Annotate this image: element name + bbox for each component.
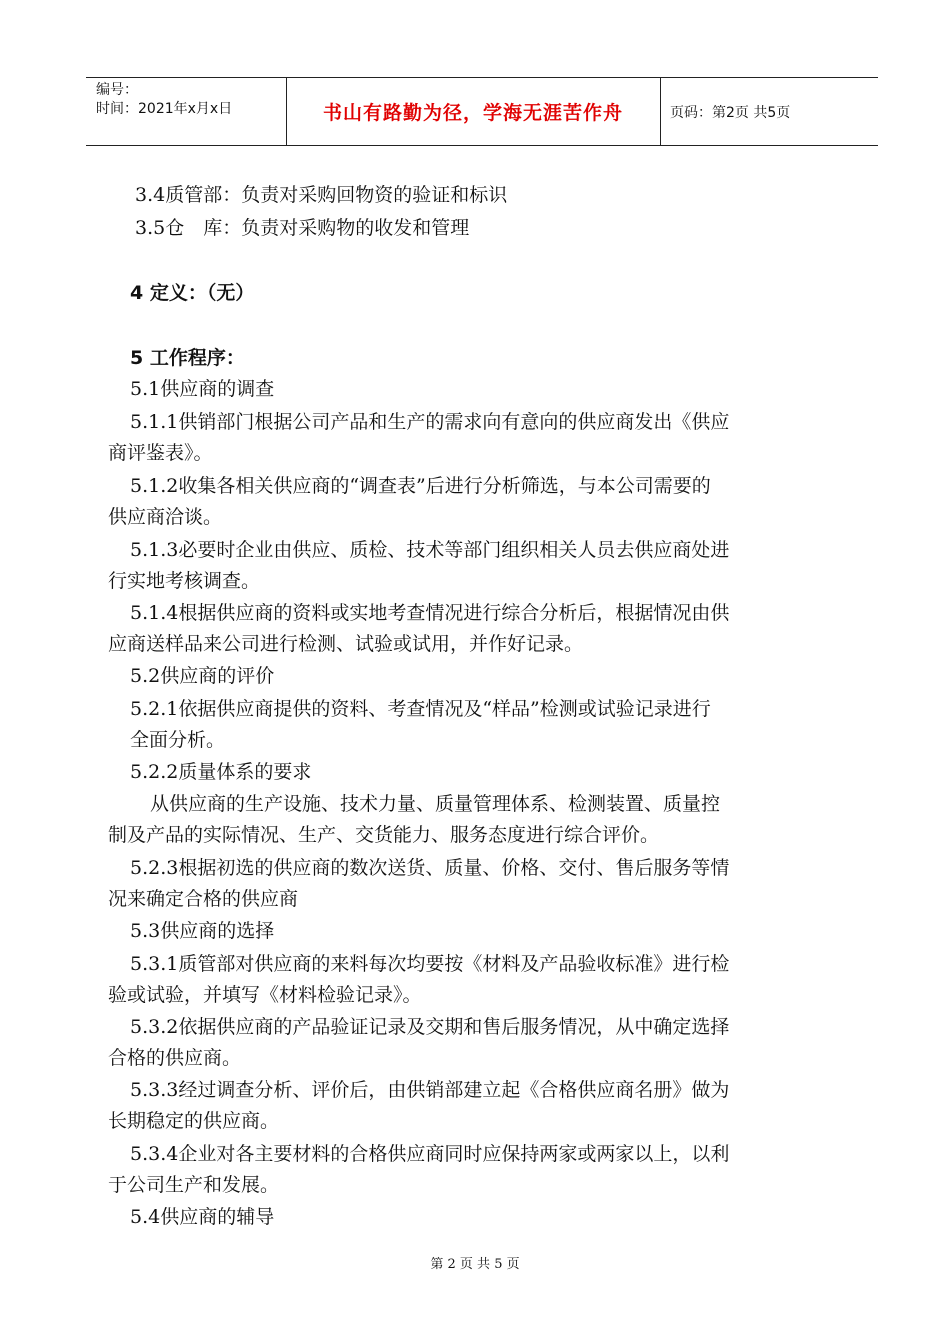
- page-footer: 第 2 页 共 5 页: [430, 1257, 520, 1272]
- text-line: 5.3.3经过调查分析、评价后，由供销部建立起《合格供应商名册》做为: [130, 1079, 730, 1101]
- text-line: 5.3.1质管部对供应商的来料每次均要按《材料及产品验收标准》进行检: [130, 953, 730, 975]
- header-page-number: 页码：第2页 共5页: [670, 105, 791, 121]
- text-line: 5.4供应商的辅导: [130, 1206, 275, 1228]
- text-line: 5.1供应商的调查: [130, 378, 275, 400]
- text-line: 验或试验，并填写《材料检验记录》。: [108, 984, 422, 1006]
- text-line: 5.1.3必要时企业由供应、质检、技术等部门组织相关人员去供应商处进: [130, 539, 730, 561]
- text-line: 应商送样品来公司进行检测、试验或试用，并作好记录。: [108, 633, 584, 655]
- header-divider: [660, 78, 661, 145]
- page-header: [86, 77, 878, 146]
- text-line: 5.3供应商的选择: [130, 920, 275, 942]
- text-line: 5.3.2依据供应商的产品验证记录及交期和售后服务情况，从中确定选择: [130, 1016, 730, 1038]
- text-line: 5.2.2质量体系的要求: [130, 761, 312, 783]
- text-line: 供应商洽谈。: [108, 506, 223, 528]
- text-line: 5.2.1依据供应商提供的资料、考查情况及“样品”检测或试验记录进行: [130, 698, 711, 720]
- text-line: 5.2供应商的评价: [130, 665, 275, 687]
- text-line: 3.5仓 库：负责对采购物的收发和管理: [135, 217, 470, 239]
- text-line: 况来确定合格的供应商: [108, 888, 299, 910]
- text-line: 5.3.4企业对各主要材料的合格供应商同时应保持两家或两家以上，以利: [130, 1143, 730, 1165]
- text-line: 全面分析。: [130, 729, 226, 751]
- section-heading: 5 工作程序：: [130, 347, 245, 369]
- text-line: 行实地考核调查。: [108, 570, 261, 592]
- header-number: 编号：: [96, 82, 138, 98]
- text-line: 制及产品的实际情况、生产、交货能力、服务态度进行综合评价。: [108, 824, 660, 846]
- header-motto: 书山有路勤为径，学海无涯苦作舟: [322, 102, 623, 124]
- text-line: 长期稳定的供应商。: [108, 1110, 280, 1132]
- text-line: 5.1.2收集各相关供应商的“调查表”后进行分析筛选，与本公司需要的: [130, 475, 711, 497]
- text-line: 从供应商的生产设施、技术力量、质量管理体系、检测装置、质量控: [150, 793, 721, 815]
- text-line: 于公司生产和发展。: [108, 1174, 280, 1196]
- text-line: 5.1.1供销部门根据公司产品和生产的需求向有意向的供应商发出《供应: [130, 411, 730, 433]
- text-line: 合格的供应商。: [108, 1047, 242, 1069]
- text-line: 5.2.3根据初选的供应商的数次送货、质量、价格、交付、售后服务等情: [130, 857, 730, 879]
- text-line: 3.4质管部：负责对采购回物资的验证和标识: [135, 184, 508, 206]
- header-time: 时间：2021年x月x日: [96, 101, 233, 117]
- header-meta: [96, 81, 232, 119]
- section-heading: 4 定义：（无）: [130, 282, 255, 304]
- text-line: 5.1.4根据供应商的资料或实地考查情况进行综合分析后，根据情况由供: [130, 602, 730, 624]
- text-line: 商评鉴表》。: [108, 442, 213, 464]
